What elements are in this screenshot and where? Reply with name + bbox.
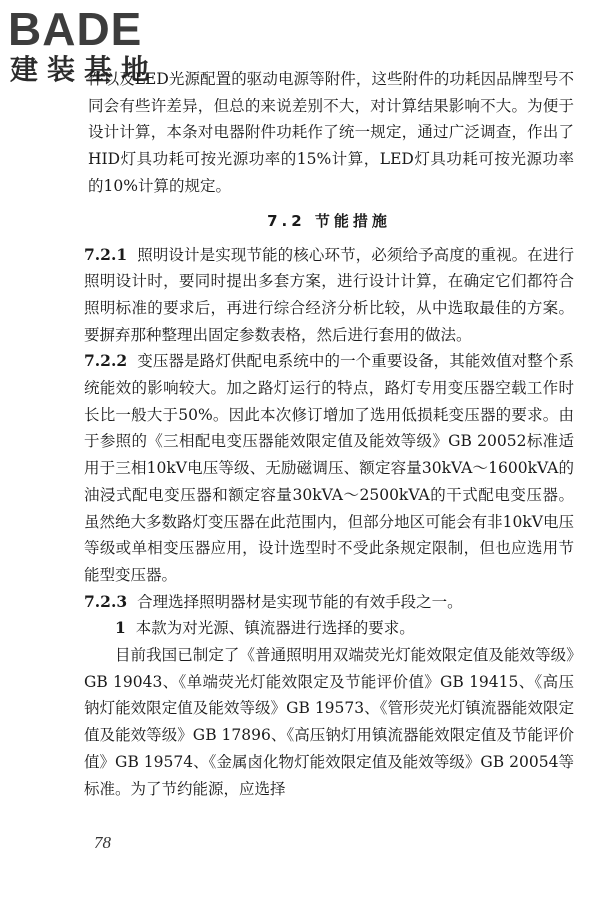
logo-brand: BADE xyxy=(8,3,143,55)
page-number: 78 xyxy=(94,833,111,852)
item-1-body: 目前我国已制定了《普通照明用双端荧光灯能效限定值及能效等级》GB 19043、《单端荧光灯能效限定及节能评价值》GB 19415、《高压钠灯能效限定值及能效等级》GB 19573、《管形荧光灯镇流器能效限定值及能效等级》GB 17896、《高压钠灯用镇流器能效限定值及节能评价值》GB 19574、《金属卤化物灯能效限定值及能效等级》GB 20054等标准。为了节约能源，应选择 xyxy=(84,646,574,798)
clause-number: 7.2.3 xyxy=(84,591,128,611)
clause-number: 7.2.2 xyxy=(84,351,128,371)
clause-text: 照明设计是实现节能的核心环节，必须给予高度的重视。在进行照明设计时，要同时提出多套方案，进行设计计算，在确定它们都符合照明标准的要求后，再进行综合经济分析比较，从中选取最佳的方案。要摒弃那种整理出固定参数表格，然后进行套用的做法。 xyxy=(84,245,574,344)
clause-number: 7.2.1 xyxy=(84,244,128,264)
clause-7-2-3 xyxy=(84,589,574,616)
clause-text: 合理选择照明器材是实现节能的有效手段之一。 xyxy=(137,592,463,611)
paragraph-intro: 件以及LED光源配置的驱动电源等附件，这些附件的功耗因品牌型号不同会有些许差异，但总的来说差别不大，对计算结果影响不大。为便于设计计算，本条对电器附件功耗作了统一规定，通过广泛调查，作出了HID灯具功耗可按光源功率的15%计算，LED灯具功耗可按光源功率的10%计算的规定。 xyxy=(88,70,574,195)
logo-subtitle: 建装基地 xyxy=(10,53,159,86)
clause-7-2-1 xyxy=(84,242,574,349)
item-number: 1 xyxy=(115,618,126,638)
clause-7-2-2 xyxy=(84,348,574,588)
section-title: 7.2 节能措施 xyxy=(267,211,391,230)
clause-text: 变压器是路灯供配电系统中的一个重要设备，其能效值对整个系统能效的影响较大。加之路灯运行的特点，路灯专用变压器空载工作时长比一般大于50%。因此本次修订增加了选用低损耗变压器的要求。由于参照的《三相配电变压器能效限定值及能效等级》GB 20052标准适用于三相10kV电压等级、无励磁调压、额定容量30kVA～1600kVA的油浸式配电变压器和额定容量30kVA～2500kVA的干式配电变压器。虽然绝大多数路灯变压器在此范围内，但部分地区可能会有非10kV电压等级或单相变压器应用，设计选型时不受此条规定限制，但也应选用节能型变压器。 xyxy=(84,352,574,584)
page-body xyxy=(84,66,574,802)
item-1 xyxy=(84,615,574,642)
item-text: 本款为对光源、镇流器进行选择的要求。 xyxy=(135,619,415,638)
